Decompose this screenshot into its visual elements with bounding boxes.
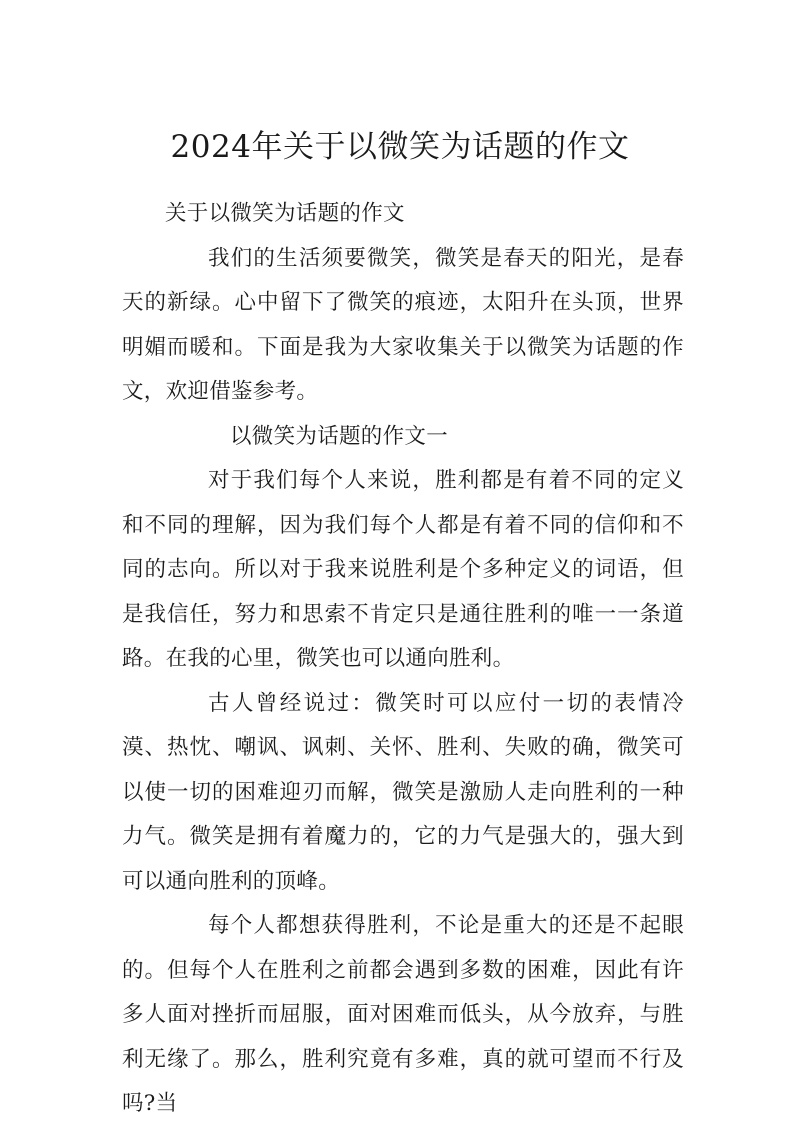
section-heading: 以微笑为话题的作文一 <box>230 423 449 449</box>
document-body <box>122 192 684 1127</box>
body-paragraph-3: 每个人都想获得胜利，不论是重大的还是不起眼的。但每个人在胜利之前都会遇到多数的困难，因此有许多人面对挫折而屈服，面对困难而低头，从今放弃，与胜利无缘了。那么，胜利究竟有多难，真的就可望而不行及吗?当 <box>122 913 684 1116</box>
document-title: 2024年关于以微笑为话题的作文 <box>170 129 630 165</box>
intro-paragraph: 我们的生活须要微笑，微笑是春天的阳光，是春天的新绿。心中留下了微笑的痕迹，太阳升在头顶，世界明媚而暖和。下面是我为大家收集关于以微笑为话题的作文，欢迎借鉴参考。 <box>122 245 684 404</box>
document-subtitle: 关于以微笑为话题的作文 <box>165 201 405 226</box>
body-paragraph-1: 对于我们每个人来说，胜利都是有着不同的定义和不同的理解，因为我们每个人都是有着不同的信仰和不同的志向。所以对于我来说胜利是个多种定义的词语，但是我信任，努力和思索不肯定只是通往胜利的唯一一条道路。在我的心里，微笑也可以通向胜利。 <box>122 468 684 671</box>
body-paragraph-2: 古人曾经说过：微笑时可以应付一切的表情冷漠、热忱、嘲讽、讽刺、关怀、胜利、失败的确，微笑可以使一切的困难迎刃而解，微笑是激励人走向胜利的一种力气。微笑是拥有着魔力的，它的力气是强大的，强大到可以通向胜利的顶峰。 <box>122 690 684 894</box>
